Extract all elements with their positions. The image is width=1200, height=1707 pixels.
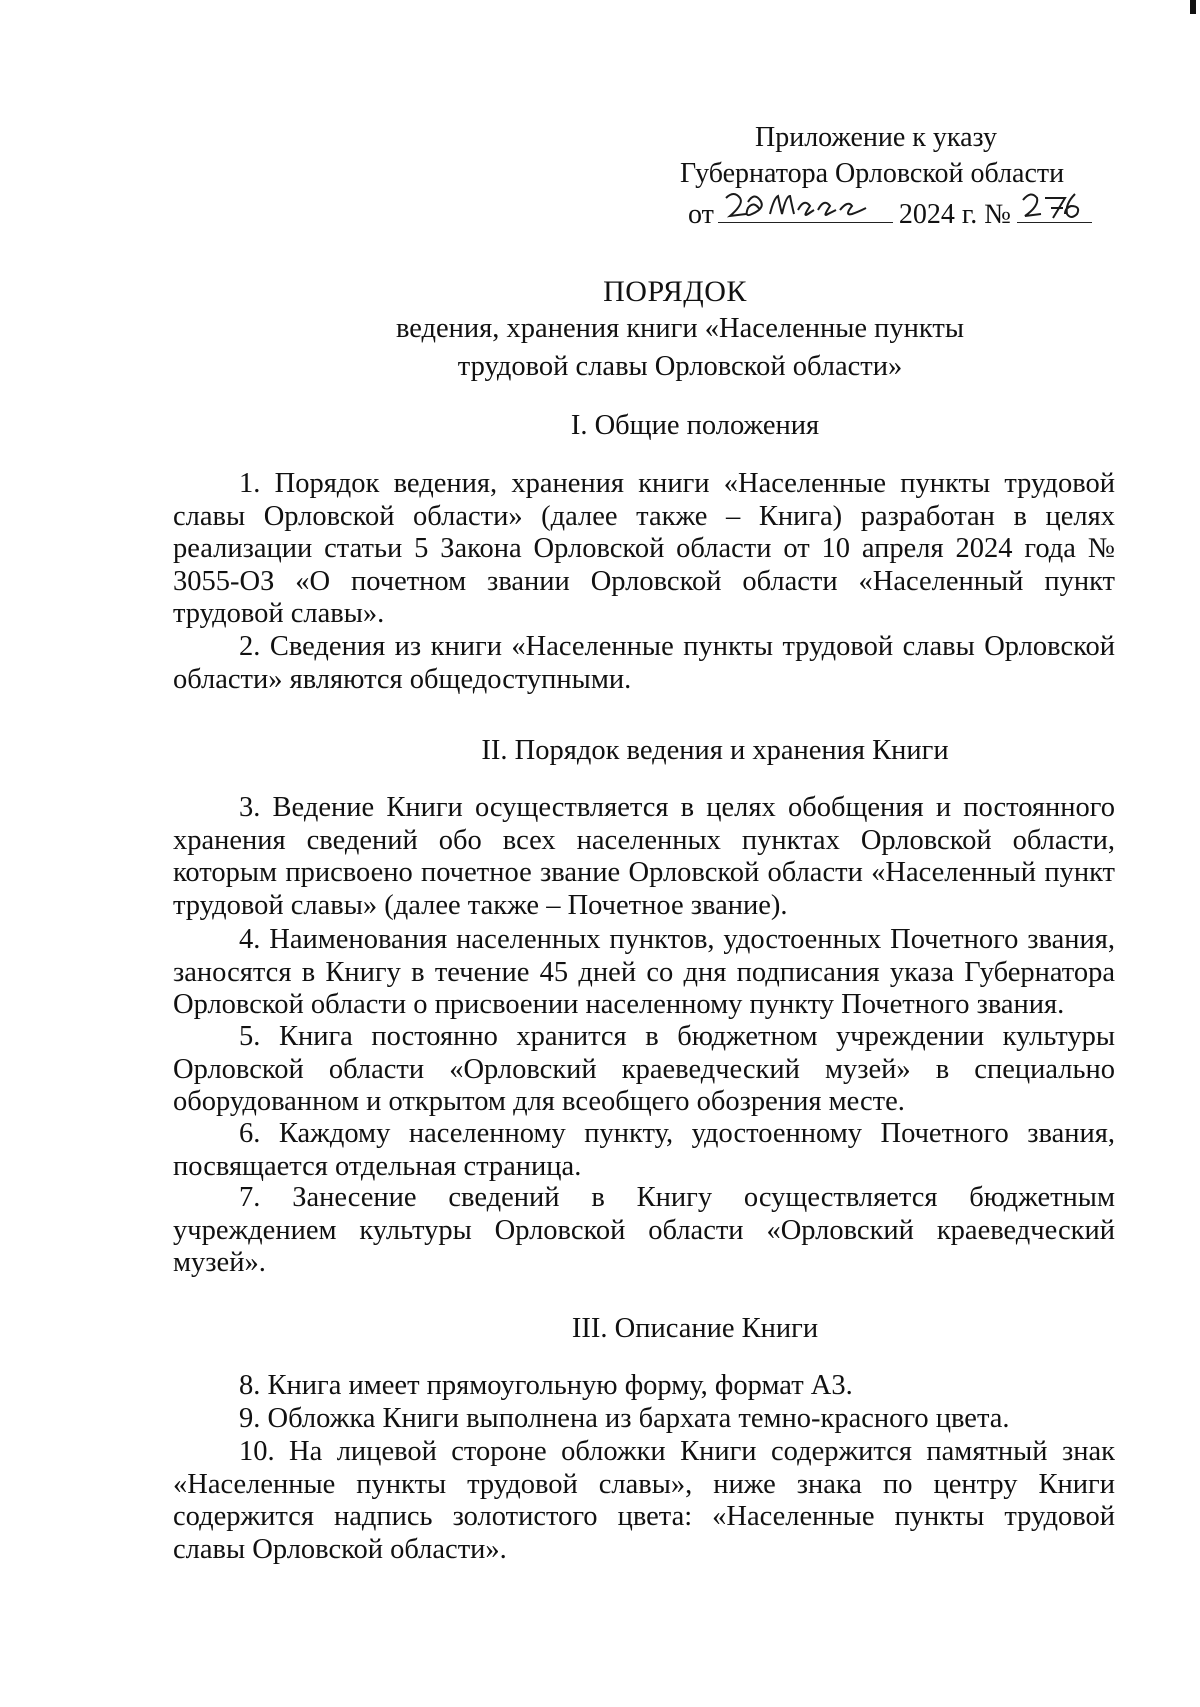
handwritten-date-field bbox=[718, 192, 893, 223]
paragraph-9: 9. Обложка Книги выполнена из бархата темно-красного цвета. bbox=[239, 1403, 1010, 1434]
annex-date-line bbox=[660, 192, 1120, 233]
year-and-number-label: 2024 г. № bbox=[898, 199, 1011, 230]
document-subtitle-line-1: ведения, хранения книги «Населенные пункты bbox=[395, 313, 965, 344]
document-title: ПОРЯДОК bbox=[603, 275, 747, 308]
paragraph-1: 1. Порядок ведения, хранения книги «Населенные пункты трудовой славы Орловской области» (далее также – Книга) разработан в целях реализации статьи 5 Закона Орловской области от 10 апреля 2024 года № 3055-ОЗ «О почетном звании Орловской области «Населенный пункт трудовой славы». bbox=[173, 468, 1115, 629]
paragraph-2: 2. Сведения из книги «Населенные пункты трудовой славы Орловской области» являются общедоступными. bbox=[173, 631, 1115, 695]
paragraph-7: 7. Занесение сведений в Книгу осуществляется бюджетным учреждением культуры Орловской области «Орловский краеведческий музей». bbox=[173, 1182, 1115, 1278]
paragraph-8: 8. Книга имеет прямоугольную форму, формат А3. bbox=[239, 1370, 853, 1401]
date-prefix: от bbox=[688, 199, 714, 230]
paragraph-3: 3. Ведение Книги осуществляется в целях обобщения и постоянного хранения сведений обо всех населенных пунктах Орловской области, которым присвоено почетное звание Орловской области «Населенный пункт трудовой славы» (далее также – Почетное звание). bbox=[173, 792, 1115, 921]
paragraph-10: 10. На лицевой стороне обложки Книги содержится памятный знак «Населенные пункты трудовой славы», ниже знака по центру Книги содержится надпись золотистого цвета: «Населенные пункты трудовой славы Орловской области». bbox=[173, 1436, 1115, 1565]
scan-corner-mark bbox=[1190, 0, 1196, 14]
paragraph-4: 4. Наименования населенных пунктов, удостоенных Почетного звания, заносятся в Книгу в течение 45 дней со дня подписания указа Губернатора Орловской области о присвоении населенному пункту Почетного звания. bbox=[173, 924, 1115, 1020]
document-subtitle-line-2: трудовой славы Орловской области» bbox=[457, 351, 903, 382]
paragraph-6: 6. Каждому населенному пункту, удостоенному Почетного звания, посвящается отдельная страница. bbox=[173, 1118, 1115, 1182]
annex-line-2: Губернатора Орловской области bbox=[680, 158, 1065, 189]
section-heading-1: I. Общие положения bbox=[570, 410, 820, 441]
annex-block bbox=[660, 120, 1120, 233]
paragraph-5: 5. Книга постоянно хранится в бюджетном учреждении культуры Орловской области «Орловский краеведческий музей» в специально оборудованном и открытом для всеобщего обозрения месте. bbox=[173, 1021, 1115, 1117]
section-heading-3: III. Описание Книги bbox=[571, 1313, 819, 1344]
handwritten-number-field bbox=[1017, 192, 1092, 223]
handwritten-number-signature bbox=[1017, 188, 1092, 222]
section-heading-2: II. Порядок ведения и хранения Книги bbox=[481, 735, 949, 766]
handwritten-date-signature bbox=[718, 188, 893, 222]
annex-line-1: Приложение к указу bbox=[755, 122, 997, 153]
